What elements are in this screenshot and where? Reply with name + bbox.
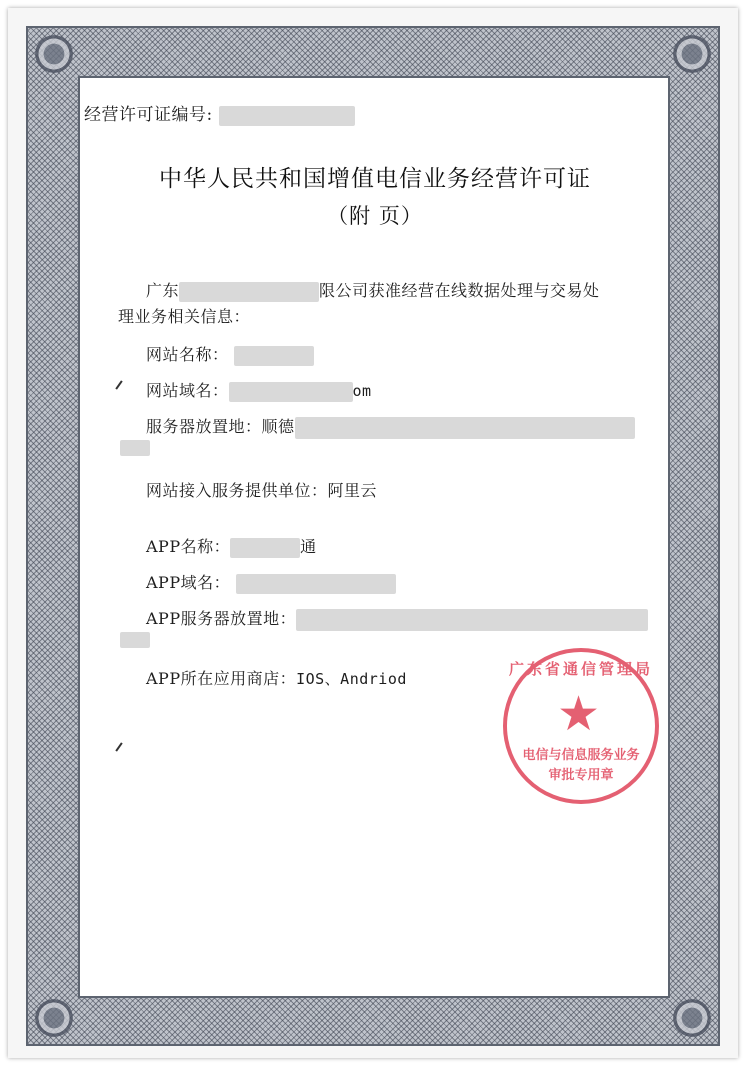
website-provider-row: 网站接入服务提供单位：阿里云 bbox=[146, 481, 378, 500]
intro-line-1: 广东 限公司获准经营在线数据处理与交易处 bbox=[146, 281, 600, 300]
app-server-row: APP服务器放置地： bbox=[146, 606, 648, 631]
corner-ornament bbox=[668, 30, 716, 78]
redacted-permit-number bbox=[219, 106, 355, 126]
corner-ornament bbox=[30, 994, 78, 1042]
star-icon: ★ bbox=[557, 686, 601, 742]
permit-number bbox=[84, 100, 355, 126]
page-subtitle: （附 页） bbox=[327, 204, 423, 228]
redacted-app-name bbox=[230, 538, 300, 558]
app-domain-row: APP域名： bbox=[146, 570, 396, 594]
redacted-website-name bbox=[234, 346, 314, 366]
seal-line-2: 审批专用章 bbox=[548, 768, 614, 783]
redacted-company-name bbox=[179, 282, 319, 302]
app-store-row: APP所在应用商店：IOS、Andriod bbox=[146, 669, 407, 688]
permit-number-label: 经营许可证编号: bbox=[84, 105, 213, 125]
intro-line-2: 理业务相关信息： bbox=[118, 307, 251, 326]
corner-ornament bbox=[30, 30, 78, 78]
redacted-app-server-address bbox=[296, 609, 648, 631]
page-title: 中华人民共和国增值电信业务经营许可证 bbox=[159, 166, 591, 192]
redacted-app-server-address-cont bbox=[120, 632, 150, 648]
seal-issuer-text: 广东省通信管理局 bbox=[508, 660, 653, 678]
redacted-server-address-cont bbox=[120, 440, 150, 456]
redacted-app-domain bbox=[236, 574, 396, 594]
website-server-row: 服务器放置地：顺德 bbox=[146, 414, 635, 439]
official-seal bbox=[503, 648, 659, 804]
app-name-row: APP名称： 通 bbox=[146, 537, 317, 556]
website-name-row: 网站名称： bbox=[146, 342, 314, 366]
website-domain-row: 网站域名： om bbox=[146, 381, 372, 400]
redacted-website-domain bbox=[229, 382, 353, 402]
corner-ornament bbox=[668, 994, 716, 1042]
redacted-server-address bbox=[295, 417, 635, 439]
seal-line-1: 电信与信息服务业务 bbox=[522, 748, 640, 763]
